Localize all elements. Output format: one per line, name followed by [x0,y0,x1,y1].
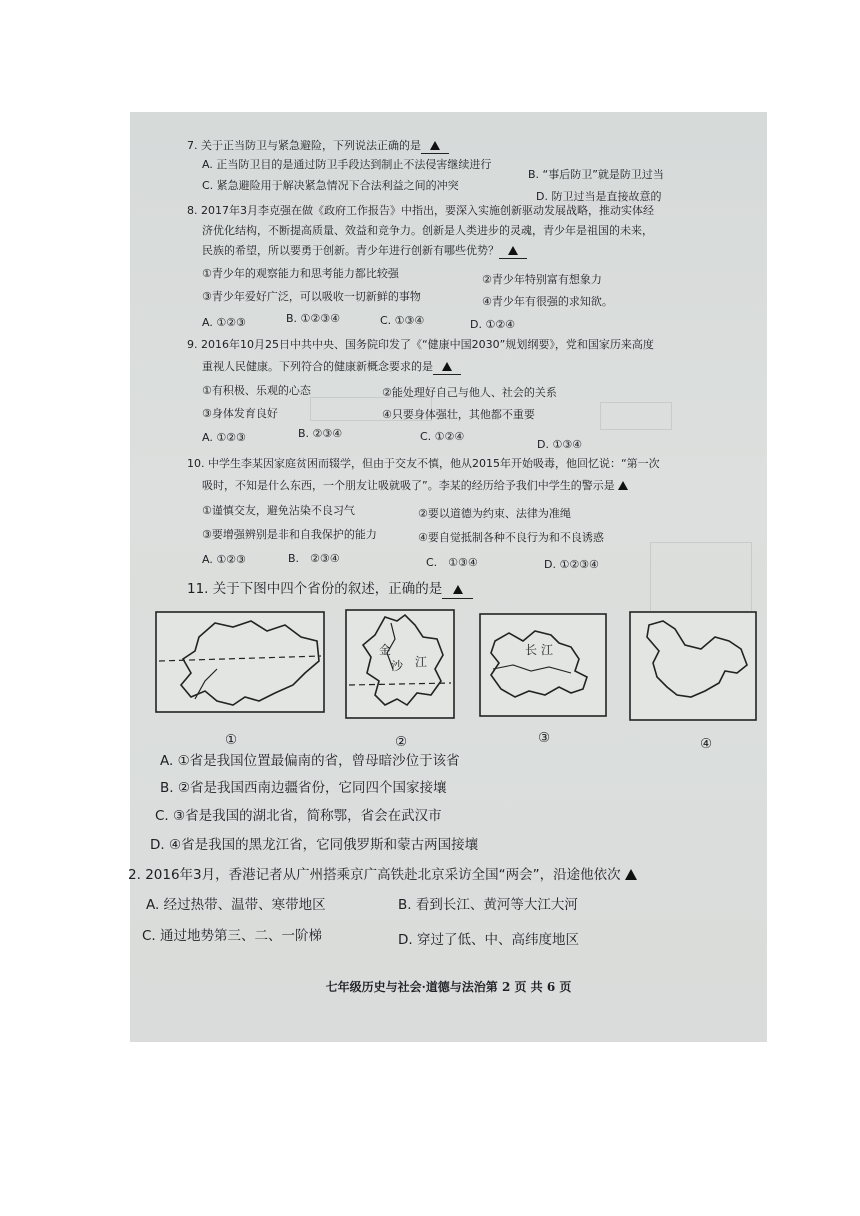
bleed-through-box [600,402,672,430]
map2-label-jin: 金 [379,643,392,657]
q8-stem-line2: 济优化结构，不断提高质量、效益和竞争力。创新是人类进步的灵魂，青少年是祖国的未来， [202,224,653,237]
q9-statement-1: ①有积极、乐观的心态 [202,384,311,397]
map-province-4 [629,611,757,721]
q8-option-b: B. ①②③④ [286,312,340,325]
q9-option-a: A. ①②③ [202,431,246,444]
q10-statement-1: ①谨慎交友，避免沾染不良习气 [202,504,355,517]
map-label-4: ④ [700,736,713,752]
q11-stem: 11. 关于下图中四个省份的叙述，正确的是 [187,580,473,599]
q7-option-c: C. 紧急避险用于解决紧急情况下合法利益之间的冲突 [202,179,459,192]
q8-stem-line3: 民族的希望，所以要勇于创新。青少年进行创新有哪些优势？ [202,244,527,259]
answer-triangle-icon [625,869,637,880]
q7-stem: 7. 关于正当防卫与紧急避险，下列说法正确的是 [187,139,449,154]
q8-option-c: C. ①③④ [380,314,425,327]
map-province-3 [479,613,607,717]
map2-label-jiang: 江 [415,655,428,669]
q8-option-d: D. ①②④ [470,318,516,331]
answer-triangle-icon [453,585,463,594]
q9-statement-2: ②能处理好自己与他人、社会的关系 [382,386,557,399]
answer-triangle-icon [508,246,518,255]
map-province-2 [345,609,455,719]
q12-option-d: D. 穿过了低、中、高纬度地区 [398,932,579,948]
q9-statement-4: ④只要身体强壮，其他都不重要 [382,408,535,421]
map3-label-jiang: 江 [541,643,554,657]
q12-stem: 2. 2016年3月，香港记者从广州搭乘京广高铁赴北京采访全国“两会”，沿途他依次 [128,866,637,884]
q10-option-d: D. ①②③④ [544,558,599,571]
q10-option-c: C. ①③④ [426,556,478,569]
answer-triangle-icon [430,141,440,150]
q9-stem-line2: 重视人民健康。下列符合的健康新概念要求的是 [202,360,461,375]
q10-stem-line2: 吸时，不知是什么东西，一个朋友让吸就吸了”。李某的经历给予我们中学生的警示是 [202,479,628,493]
answer-triangle-icon [618,481,628,490]
map-label-3: ③ [538,730,551,746]
q9-option-b: B. ②③④ [298,427,343,440]
q12-option-c: C. 通过地势第三、二、一阶梯 [142,928,323,944]
q7-option-d: D. 防卫过当是直接故意的 [536,190,662,203]
q9-stem-line1: 9. 2016年10月25日中共中央、国务院印发了《“健康中国2030”规划纲要》，党和国家历来高度 [187,338,654,351]
q12-option-a: A. 经过热带、温带、寒带地区 [146,897,326,913]
exam-photo [130,112,767,1042]
bleed-through-box [650,542,752,614]
q11-option-c: C. ③省是我国的湖北省，简称鄂，省会在武汉市 [155,808,442,824]
q9-option-c: C. ①②④ [420,430,465,443]
q8-option-a: A. ①②③ [202,316,246,329]
q8-statement-3: ③青少年爱好广泛，可以吸收一切新鲜的事物 [202,290,421,303]
map3-label-chang: 长 [525,643,538,657]
answer-triangle-icon [442,362,452,371]
q10-option-b: B. ②③④ [288,552,340,565]
q10-statement-2: ②要以道德为约束、法律为准绳 [418,507,571,520]
map-province-1 [155,611,325,713]
q10-option-a: A. ①②③ [202,553,246,566]
q12-option-b: B. 看到长江、黄河等大江大河 [398,897,578,913]
q11-option-a: A. ①省是我国位置最偏南的省，曾母暗沙位于该省 [160,753,460,769]
q10-statement-4: ④要自觉抵制各种不良行为和不良诱惑 [418,531,604,544]
q8-statement-1: ①青少年的观察能力和思考能力都比较强 [202,267,399,280]
page-footer: 七年级历史与社会·道德与法治第 2 页 共 6 页 [325,980,572,994]
map2-label-sha: 沙 [391,659,404,673]
q7-option-b: B. “事后防卫”就是防卫过当 [528,168,664,181]
q8-statement-4: ④青少年有很强的求知欲。 [482,295,613,308]
q9-option-d: D. ①③④ [537,438,583,451]
q10-stem-line1: 10. 中学生李某因家庭贫困而辍学，但由于交友不慎，他从2015年开始吸毒，他回忆说：“第一次 [187,457,660,470]
map-label-2: ② [395,734,408,750]
q8-stem-line1: 8. 2017年3月李克强在做《政府工作报告》中指出，要深入实施创新驱动发展战略，推动实体经 [187,204,654,217]
q9-statement-3: ③身体发育良好 [202,407,278,420]
q7-option-a: A. 正当防卫目的是通过防卫手段达到制止不法侵害继续进行 [202,158,492,171]
q10-statement-3: ③要增强辨别是非和自我保护的能力 [202,528,377,541]
q11-option-d: D. ④省是我国的黑龙江省，它同俄罗斯和蒙古两国接壤 [150,837,479,853]
map-label-1: ① [225,732,238,748]
q8-statement-2: ②青少年特别富有想象力 [482,273,602,286]
q11-option-b: B. ②省是我国西南边疆省份，它同四个国家接壤 [160,780,447,796]
